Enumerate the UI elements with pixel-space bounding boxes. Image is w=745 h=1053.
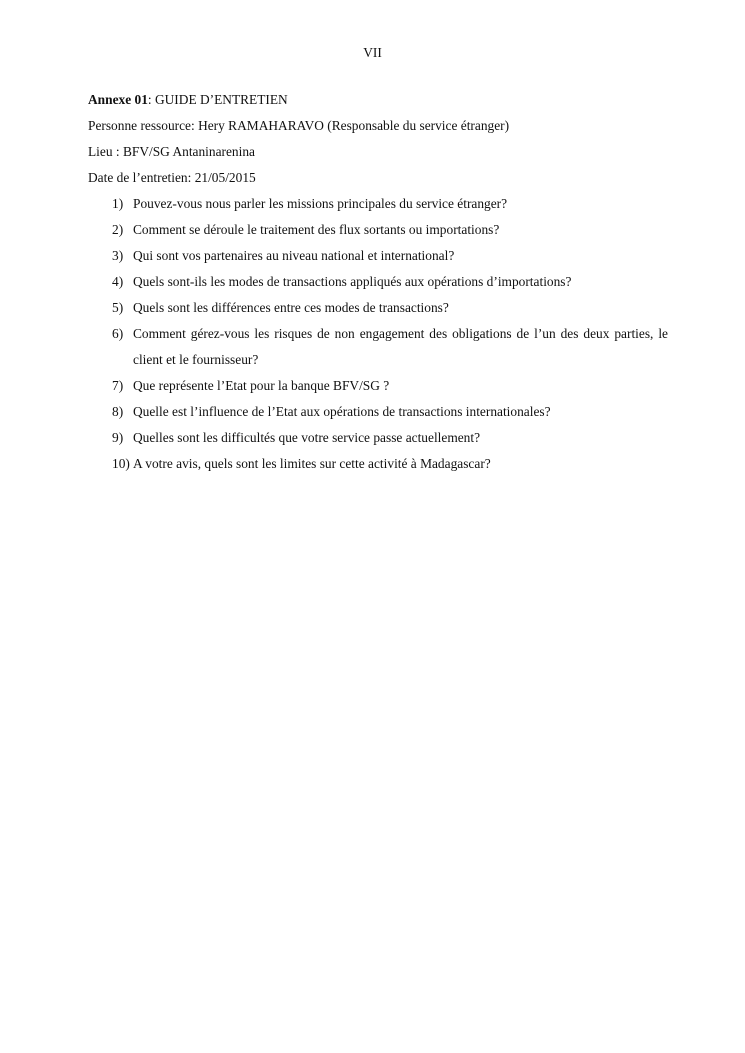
- question-text: Quelle est l’influence de l’Etat aux opérations de transactions internationales?: [133, 404, 551, 419]
- question-text: Que représente l’Etat pour la banque BFV/SG ?: [133, 378, 390, 393]
- question-number: 7): [112, 378, 124, 393]
- page-number: VII: [363, 45, 382, 60]
- question-text: Comment se déroule le traitement des flux sortants ou importations?: [133, 222, 500, 237]
- resource-person: Personne ressource: Hery RAMAHARAVO (Responsable du service étranger): [88, 118, 510, 133]
- annex-content: [88, 87, 668, 477]
- question-item: [88, 191, 668, 217]
- question-text: A votre avis, quels sont les limites sur cette activité à Madagascar?: [133, 456, 491, 471]
- question-number: 4): [112, 274, 124, 289]
- question-item: [88, 243, 668, 269]
- question-text: Qui sont vos partenaires au niveau national et international?: [133, 248, 455, 263]
- question-number: 10): [112, 456, 130, 471]
- question-item: [88, 373, 668, 399]
- interview-date: Date de l’entretien: 21/05/2015: [88, 170, 256, 185]
- question-number: 5): [112, 300, 124, 315]
- question-item: [88, 451, 668, 477]
- annex-separator: :: [147, 92, 155, 107]
- question-text: Quelles sont les difficultés que votre service passe actuellement?: [133, 430, 481, 445]
- question-item: [88, 295, 668, 321]
- question-text: Quels sont-ils les modes de transactions appliqués aux opérations d’importations?: [133, 274, 572, 289]
- question-item: [88, 321, 668, 373]
- question-text: Pouvez-vous nous parler les missions principales du service étranger?: [133, 196, 508, 211]
- question-item: [88, 399, 668, 425]
- annex-label: Annexe 01: [88, 92, 148, 107]
- question-list: [88, 191, 668, 477]
- question-item: [88, 269, 668, 295]
- question-number: 2): [112, 222, 124, 237]
- question-text: Comment gérez-vous les risques de non engagement des obligations de l’un des deux parties, le client et le fournisseur?: [133, 326, 668, 367]
- annex-heading: GUIDE D’ENTRETIEN: [154, 92, 288, 107]
- question-item: [88, 425, 668, 451]
- question-text: Quels sont les différences entre ces modes de transactions?: [133, 300, 449, 315]
- question-number: 8): [112, 404, 124, 419]
- question-number: 1): [112, 196, 124, 211]
- question-number: 6): [112, 326, 124, 341]
- question-item: [88, 217, 668, 243]
- annex-title: [88, 87, 668, 113]
- question-number: 9): [112, 430, 124, 445]
- interview-place: Lieu : BFV/SG Antaninarenina: [88, 144, 255, 159]
- question-number: 3): [112, 248, 124, 263]
